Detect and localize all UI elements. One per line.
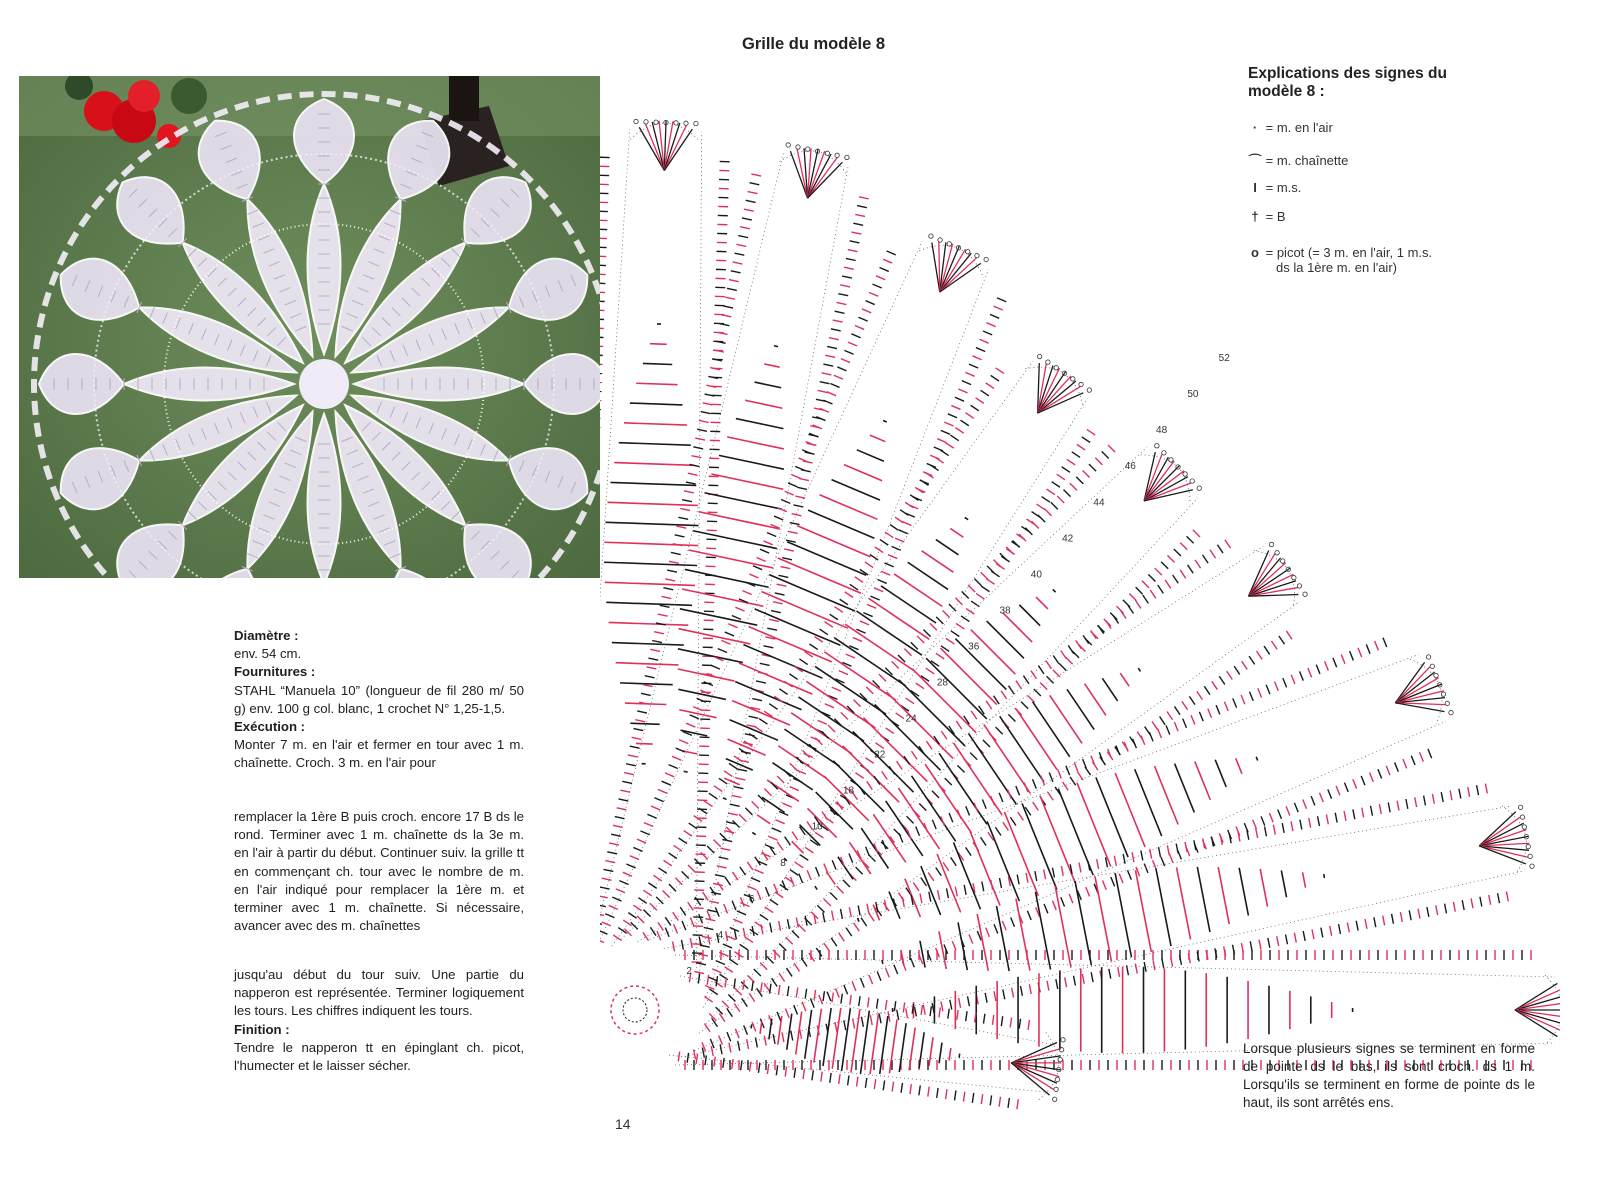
round-label: 44 [1093,497,1105,509]
round-label: 6 [748,893,755,905]
execution-text-1: Monter 7 m. en l'air et fermer en tour avec 1 m. chaînette. Croch. 3 m. en l'air pour [234,737,524,771]
bar-icon: I [1253,180,1257,195]
round-label: 50 [1187,389,1199,401]
diameter-value: env. 54 cm. [234,646,302,662]
crochet-diagram [600,70,1560,1120]
round-label: 48 [1156,425,1168,437]
round-label: 22 [874,749,886,761]
round-label: 28 [936,677,948,689]
legend-item-slip: ⌒ = m. chaînette [1248,150,1348,169]
info-block-3 [234,966,524,1075]
dagger-icon: † [1251,209,1259,224]
page-number: 14 [615,1116,631,1132]
info-block-2 [234,808,524,935]
legend-item-sc: I = m.s. [1248,180,1301,195]
round-label: 18 [842,785,855,797]
doily-photo [19,76,600,578]
legend-title: Explications des signes du modèle 8 : [1248,65,1447,100]
round-label: 36 [968,641,980,653]
round-label: 38 [999,605,1011,617]
execution-heading: Exécution : [234,719,306,735]
closing-note: Lorsque plusieurs signes se terminent en forme de pointe ds le bas, ils sont croch. ds 1 m. Lorsqu'ils se terminent en forme de pointe ds le haut, ils sont arrêtés ens. [1243,1041,1535,1110]
supplies-value: STAHL “Manuela 10” (longueur de fil 280 m/ 50 g) env. 100 g col. blanc, 1 crochet N° 1,25-1,5. [234,682,524,716]
info-block-1 [234,627,524,773]
diameter-heading: Diamètre : [234,628,299,643]
round-label: 24 [905,713,917,725]
round-label: 8 [780,857,786,869]
legend-item-picot: o = picot (= 3 m. en l'air, 1 m.s. ds la 1ère m. en l'air) [1248,245,1432,275]
round-label: 42 [1062,533,1074,545]
round-label: 52 [1218,353,1230,365]
round-label: 46 [1124,461,1136,473]
round-label: 4 [717,929,724,941]
legend-item-dc: † = B [1248,209,1286,224]
round-label: 2 [686,965,692,977]
finishing-text: Tendre le napperon tt en épinglant ch. picot, l'humecter et le laisser sécher. [234,1039,524,1074]
round-label: 10 [811,821,823,833]
execution-text-3: jusqu'au début du tour suiv. Une partie du napperon est représentée. Terminer logiquement les tours. Les chiffres indiquent les tours. [234,967,524,1019]
execution-text-2: remplacer la 1ère B puis croch. encore 17 B ds le rond. Terminer avec 1 m. chaînette ds la 3e m. en l'air à partir du début. Continuer suiv. la grille tt en commençant ch. tour avec le nombre de m. en l'air indiqué pour remplacer la 1ère m. et terminer avec 1 m. chaînette. Si nécessaire, avancer avec des m. chaînettes [234,809,524,934]
chart-title: Grille du modèle 8 [742,35,886,53]
legend-item-chain: · = m. en l'air [1248,120,1333,135]
supplies-heading: Fournitures : [234,664,316,680]
circle-icon: o [1251,245,1259,260]
diagram-center-ring [611,986,659,1034]
arc-icon: ⌒ [1248,153,1262,168]
dot-icon: · [1252,120,1258,135]
round-label: 40 [1030,569,1042,581]
finishing-heading: Finition : [234,1021,290,1037]
